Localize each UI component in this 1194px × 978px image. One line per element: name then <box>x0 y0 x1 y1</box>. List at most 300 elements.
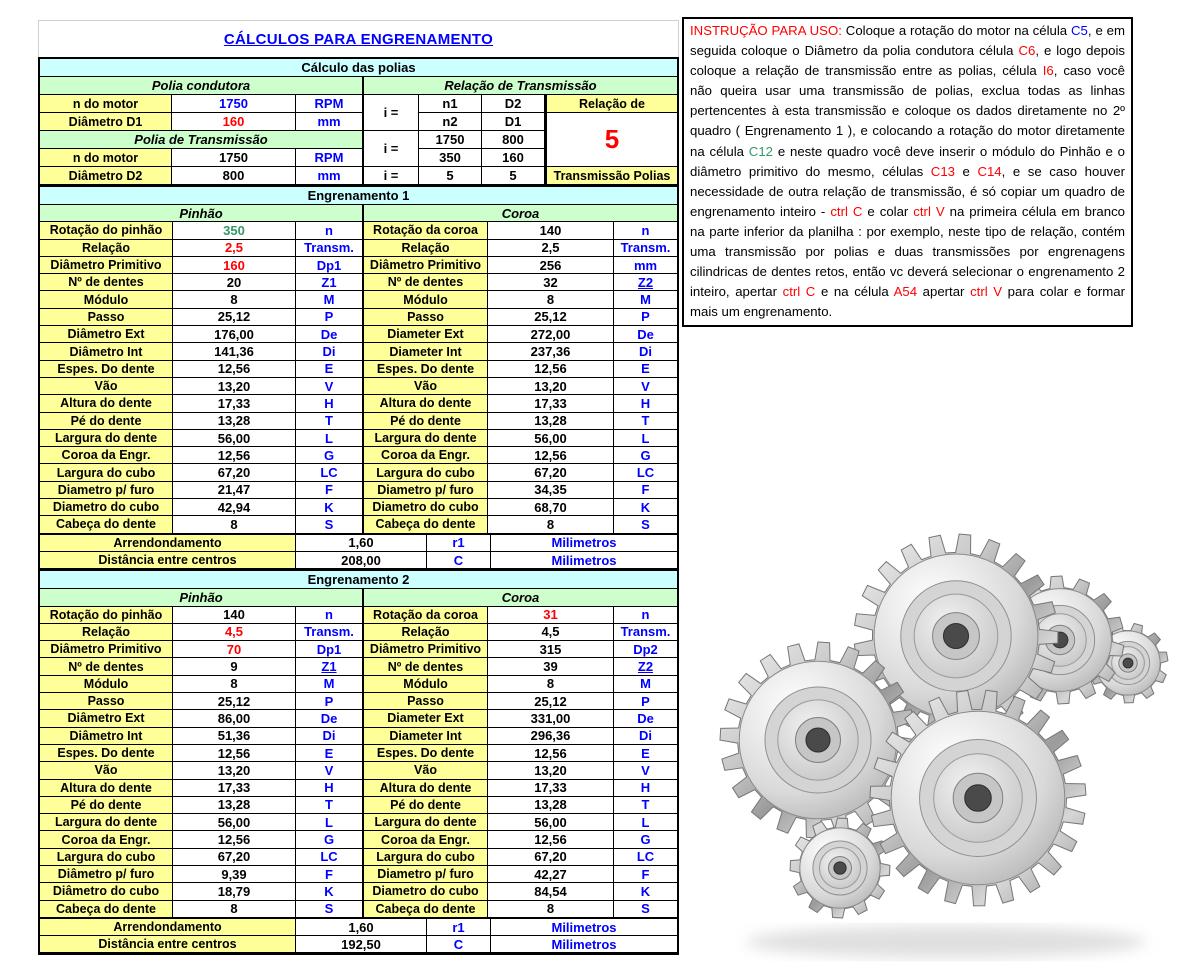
row-value-cell[interactable]: 21,47 <box>173 482 296 499</box>
row-label-cell[interactable]: Espes. Do dente <box>40 745 173 762</box>
instructions-box[interactable] <box>682 17 1133 327</box>
footer-label-cell[interactable]: Arrendondamento <box>40 535 296 552</box>
row-symbol-cell[interactable]: H <box>296 780 362 797</box>
row-label-cell[interactable]: Espes. Do dente <box>362 745 488 762</box>
eng2-subheaders <box>40 589 677 606</box>
row-value-cell[interactable]: 56,00 <box>173 814 296 831</box>
instruction-segment: e neste quadro você deve inserir o módulo do Pinhão e o diâmetro primitivo do mesmo, células <box>690 143 1126 179</box>
row-symbol-cell[interactable]: De <box>296 710 362 727</box>
row-value-cell[interactable]: 8 <box>488 516 614 533</box>
row-value-cell[interactable]: 17,33 <box>488 780 614 797</box>
section-header-polias[interactable]: Cálculo das polias <box>40 59 677 77</box>
row-label-cell[interactable]: Largura do dente <box>40 814 173 831</box>
ratio-value-cell[interactable]: 5 <box>419 167 482 185</box>
row-value-cell[interactable]: 12,56 <box>488 831 614 848</box>
row-label-cell[interactable]: Diâmetro do cubo <box>40 883 173 900</box>
footer-symbol-cell[interactable]: r1 <box>427 919 491 936</box>
row-value-cell[interactable]: 13,28 <box>488 797 614 814</box>
fraction-cell[interactable]: D1 <box>482 113 545 131</box>
row-symbol-cell[interactable]: L <box>296 814 362 831</box>
row-value-cell[interactable]: 34,35 <box>488 482 614 499</box>
row-symbol-cell[interactable]: M <box>614 676 677 693</box>
row-value-cell[interactable]: 140 <box>173 607 296 624</box>
eng1-footer <box>40 534 677 570</box>
row-symbol-cell[interactable]: E <box>614 745 677 762</box>
fraction-cell[interactable]: 350 <box>419 149 482 167</box>
polia-condutora-header[interactable]: Polia condutora <box>40 77 362 95</box>
row-label-cell[interactable]: Espes. Do dente <box>40 361 173 378</box>
footer-value-cell[interactable]: 192,50 <box>296 936 427 953</box>
row-symbol-cell[interactable]: LC <box>614 849 677 866</box>
row-symbol-cell[interactable]: LC <box>296 849 362 866</box>
row-label-cell[interactable]: Relação <box>40 240 173 257</box>
row-value-cell[interactable]: 237,36 <box>488 343 614 360</box>
eng1-section <box>40 185 677 569</box>
row-symbol-cell[interactable]: V <box>296 762 362 779</box>
fraction-cell[interactable]: n1 <box>419 95 482 113</box>
row-value-cell[interactable]: 42,27 <box>488 866 614 883</box>
fraction-cell[interactable]: D2 <box>482 95 545 113</box>
row-label-cell[interactable]: Pé do dente <box>40 413 173 430</box>
row-symbol-cell[interactable]: S <box>296 901 362 918</box>
transmissao-polias-label[interactable]: Transmissão Polias <box>545 167 677 185</box>
i-equals-cell[interactable]: i = <box>364 167 419 185</box>
row-label-cell[interactable]: Diametro do cubo <box>40 499 173 516</box>
row-label-cell[interactable]: Diametro p/ furo <box>362 482 488 499</box>
footer-label-cell[interactable]: Distância entre centros <box>40 936 296 953</box>
row-value-cell[interactable]: 12,56 <box>488 361 614 378</box>
row-value-cell[interactable]: 13,20 <box>173 378 296 395</box>
row-symbol-cell[interactable]: M <box>296 676 362 693</box>
row-value-cell[interactable]: 1750 <box>172 95 296 113</box>
row-label-cell[interactable]: Diâmetro Primitivo <box>362 257 488 274</box>
footer-symbol-cell[interactable]: C <box>427 936 491 953</box>
row-label-cell[interactable]: Espes. Do dente <box>362 361 488 378</box>
instruction-segment: C12 <box>748 143 773 159</box>
row-symbol-cell[interactable]: Dp1 <box>296 641 362 658</box>
instruction-segment: A54 <box>893 284 918 300</box>
row-value-cell[interactable]: 8 <box>488 901 614 918</box>
row-value-cell[interactable]: 8 <box>173 291 296 308</box>
row-value-cell[interactable]: 31 <box>488 607 614 624</box>
row-label-cell[interactable]: Diameter Ext <box>362 326 488 343</box>
footer-unit-cell[interactable]: Milimetros <box>491 552 677 569</box>
row-symbol-cell[interactable]: P <box>614 693 677 710</box>
row-value-cell[interactable]: 13,28 <box>488 413 614 430</box>
row-unit-cell[interactable]: mm <box>296 167 362 185</box>
row-label-cell[interactable]: Passo <box>40 309 173 326</box>
row-value-cell[interactable]: 140 <box>488 222 614 239</box>
row-label-cell[interactable]: Módulo <box>40 291 173 308</box>
instruction-segment: para colar e formar mais um engrenamento. <box>690 284 1125 320</box>
row-label-cell[interactable]: Diâmetro p/ furo <box>40 866 173 883</box>
ratio-value-cell[interactable]: 5 <box>482 167 545 185</box>
row-symbol-cell[interactable]: E <box>614 361 677 378</box>
row-symbol-cell[interactable]: De <box>296 326 362 343</box>
row-label-cell[interactable]: Diameter Ext <box>362 710 488 727</box>
row-value-cell[interactable]: 12,56 <box>173 831 296 848</box>
footer-unit-cell[interactable]: Milimetros <box>491 919 677 936</box>
row-symbol-cell[interactable]: L <box>296 430 362 447</box>
row-label-cell[interactable]: Diametro do cubo <box>362 883 488 900</box>
footer-label-cell[interactable]: Arrendondamento <box>40 919 296 936</box>
row-label-cell[interactable]: Coroa da Engr. <box>40 831 173 848</box>
footer-label-cell[interactable]: Distância entre centros <box>40 552 296 569</box>
row-value-cell[interactable]: 8 <box>173 676 296 693</box>
row-value-cell[interactable]: 67,20 <box>173 849 296 866</box>
row-label-cell[interactable]: Rotação da coroa <box>362 222 488 239</box>
row-value-cell[interactable]: 42,94 <box>173 499 296 516</box>
instruction-segment: ctrl C <box>830 203 863 219</box>
row-value-cell[interactable]: 86,00 <box>173 710 296 727</box>
instruction-segment: Coloque a rotação do motor na célula <box>841 23 1072 38</box>
row-symbol-cell[interactable]: n <box>614 222 677 239</box>
row-symbol-cell[interactable]: M <box>614 291 677 308</box>
row-value-cell[interactable]: 160 <box>173 257 296 274</box>
row-symbol-cell[interactable]: V <box>614 378 677 395</box>
row-label-cell[interactable]: Passo <box>40 693 173 710</box>
row-value-cell[interactable]: 17,33 <box>488 395 614 412</box>
relacao-transmissao-header[interactable]: Relação de Transmissão <box>364 77 677 95</box>
row-value-cell[interactable]: 315 <box>488 641 614 658</box>
row-value-cell[interactable]: 13,28 <box>173 797 296 814</box>
row-label-cell[interactable]: Diâmetro Primitivo <box>362 641 488 658</box>
row-value-cell[interactable]: 8 <box>173 901 296 918</box>
row-label-cell[interactable]: Vão <box>40 762 173 779</box>
row-symbol-cell[interactable]: F <box>614 866 677 883</box>
fraction-cell[interactable]: 160 <box>482 149 545 167</box>
row-label-cell[interactable]: Diameter Int <box>362 728 488 745</box>
row-label-cell[interactable]: Rotação do pinhão <box>40 607 173 624</box>
row-value-cell[interactable]: 68,70 <box>488 499 614 516</box>
row-symbol-cell[interactable]: S <box>614 516 677 533</box>
instruction-segment: , e logo depois coloque a relação de transmissão entre as polias, célula <box>690 43 1125 79</box>
row-symbol-cell[interactable]: Z1 <box>296 658 362 675</box>
row-value-cell[interactable]: 56,00 <box>488 814 614 831</box>
row-label-cell[interactable]: Diâmetro Int <box>40 728 173 745</box>
row-label-cell[interactable]: Passo <box>362 309 488 326</box>
row-value-cell[interactable]: 67,20 <box>173 464 296 481</box>
row-symbol-cell[interactable]: G <box>614 447 677 464</box>
row-symbol-cell[interactable]: T <box>296 413 362 430</box>
instruction-segment: I6 <box>1042 63 1054 79</box>
pinhao-header[interactable]: Pinhão <box>40 205 362 222</box>
row-symbol-cell[interactable]: G <box>614 831 677 848</box>
row-label-cell[interactable]: Vão <box>362 378 488 395</box>
row-symbol-cell[interactable]: S <box>296 516 362 533</box>
row-label-cell[interactable]: Diâmetro Ext <box>40 710 173 727</box>
row-symbol-cell[interactable]: L <box>614 430 677 447</box>
eng2-section <box>40 569 677 953</box>
row-label-cell[interactable]: Cabeça do dente <box>362 516 488 533</box>
gears-image[interactable] <box>688 468 1194 978</box>
row-symbol-cell[interactable]: G <box>296 831 362 848</box>
row-label-cell[interactable]: Largura do dente <box>362 430 488 447</box>
row-symbol-cell[interactable]: F <box>296 482 362 499</box>
row-symbol-cell[interactable]: T <box>614 797 677 814</box>
instruction-segment: ctrl V <box>970 284 1003 300</box>
eng2-footer <box>40 918 677 954</box>
row-label-cell[interactable]: Nº de dentes <box>40 274 173 291</box>
row-value-cell[interactable]: 51,36 <box>173 728 296 745</box>
row-label-cell[interactable]: Nº de dentes <box>40 658 173 675</box>
row-label-cell[interactable]: Módulo <box>40 676 173 693</box>
eng1-header[interactable]: Engrenamento 1 <box>40 187 677 205</box>
row-value-cell[interactable]: 1750 <box>172 149 296 167</box>
row-label-cell[interactable]: Módulo <box>362 676 488 693</box>
row-symbol-cell[interactable]: Dp2 <box>614 641 677 658</box>
instruction-segment: e colar <box>862 203 914 219</box>
row-symbol-cell[interactable]: T <box>614 413 677 430</box>
row-symbol-cell[interactable]: Z1 <box>296 274 362 291</box>
row-value-cell[interactable]: 17,33 <box>173 395 296 412</box>
row-symbol-cell[interactable]: K <box>296 883 362 900</box>
row-symbol-cell[interactable]: Transm. <box>614 240 677 257</box>
i-equals-cell[interactable]: i = <box>364 131 419 167</box>
row-symbol-cell[interactable]: n <box>296 222 362 239</box>
row-value-cell[interactable]: 67,20 <box>488 849 614 866</box>
row-label-cell[interactable]: Pé do dente <box>362 413 488 430</box>
row-label-cell[interactable]: Largura do dente <box>362 814 488 831</box>
row-value-cell[interactable]: 4,5 <box>488 624 614 641</box>
row-label-cell[interactable]: Altura do dente <box>40 395 173 412</box>
row-value-cell[interactable]: 331,00 <box>488 710 614 727</box>
row-symbol-cell[interactable]: L <box>614 814 677 831</box>
row-label-cell[interactable]: Relação <box>40 624 173 641</box>
row-label-cell[interactable]: Cabeça do dente <box>40 901 173 918</box>
fraction-cell[interactable]: n2 <box>419 113 482 131</box>
row-label-cell[interactable]: Altura do dente <box>362 395 488 412</box>
row-value-cell[interactable]: 256 <box>488 257 614 274</box>
pinhao-header[interactable]: Pinhão <box>40 589 362 606</box>
row-value-cell[interactable]: 12,56 <box>488 447 614 464</box>
row-value-cell[interactable]: 12,56 <box>173 745 296 762</box>
row-label-cell[interactable]: Coroa da Engr. <box>362 831 488 848</box>
instruction-segment: apertar <box>917 284 971 300</box>
row-value-cell[interactable]: 9 <box>173 658 296 675</box>
row-unit-cell[interactable]: mm <box>296 113 362 131</box>
row-label-cell[interactable]: Largura do cubo <box>362 464 488 481</box>
row-label-cell[interactable]: Altura do dente <box>40 780 173 797</box>
row-value-cell[interactable]: 296,36 <box>488 728 614 745</box>
row-label-cell[interactable]: n do motor <box>40 95 172 113</box>
row-label-cell[interactable]: Pé do dente <box>362 797 488 814</box>
row-value-cell[interactable]: 56,00 <box>488 430 614 447</box>
row-label-cell[interactable]: Largura do dente <box>40 430 173 447</box>
row-symbol-cell[interactable]: P <box>296 693 362 710</box>
row-label-cell[interactable]: Passo <box>362 693 488 710</box>
row-value-cell[interactable]: 272,00 <box>488 326 614 343</box>
row-symbol-cell[interactable]: Z2 <box>614 274 677 291</box>
row-value-cell[interactable]: 20 <box>173 274 296 291</box>
row-symbol-cell[interactable]: M <box>296 291 362 308</box>
row-symbol-cell[interactable]: H <box>614 395 677 412</box>
row-label-cell[interactable]: Módulo <box>362 291 488 308</box>
row-symbol-cell[interactable]: V <box>614 762 677 779</box>
row-label-cell[interactable]: Rotação do pinhão <box>40 222 173 239</box>
row-label-cell[interactable]: Diâmetro D1 <box>40 113 172 131</box>
row-symbol-cell[interactable]: De <box>614 710 677 727</box>
row-value-cell[interactable]: 12,56 <box>173 447 296 464</box>
row-label-cell[interactable]: Vão <box>40 378 173 395</box>
gears-group <box>720 534 1168 918</box>
row-label-cell[interactable]: Cabeça do dente <box>362 901 488 918</box>
row-value-cell[interactable]: 84,54 <box>488 883 614 900</box>
row-symbol-cell[interactable]: E <box>296 745 362 762</box>
row-value-cell[interactable]: 8 <box>488 676 614 693</box>
eng2-rows <box>40 607 677 918</box>
footer-symbol-cell[interactable]: r1 <box>427 535 491 552</box>
row-symbol-cell[interactable]: Di <box>614 728 677 745</box>
gears-shadow <box>746 926 1146 958</box>
row-value-cell[interactable]: 67,20 <box>488 464 614 481</box>
row-symbol-cell[interactable]: De <box>614 326 677 343</box>
row-value-cell[interactable]: 8 <box>173 516 296 533</box>
footer-value-cell[interactable]: 208,00 <box>296 552 427 569</box>
row-symbol-cell[interactable]: V <box>296 378 362 395</box>
row-label-cell[interactable]: Largura do cubo <box>40 464 173 481</box>
row-value-cell[interactable]: 13,20 <box>488 378 614 395</box>
row-symbol-cell[interactable]: Transm. <box>296 240 362 257</box>
row-value-cell[interactable]: 350 <box>173 222 296 239</box>
row-symbol-cell[interactable]: P <box>614 309 677 326</box>
row-symbol-cell[interactable]: Transm. <box>614 624 677 641</box>
row-label-cell[interactable]: Cabeça do dente <box>40 516 173 533</box>
calc-sheet <box>38 20 679 955</box>
footer-value-cell[interactable]: 1,60 <box>296 535 427 552</box>
row-value-cell[interactable]: 25,12 <box>173 693 296 710</box>
row-symbol-cell[interactable]: T <box>296 797 362 814</box>
coroa-header[interactable]: Coroa <box>362 589 677 606</box>
row-symbol-cell[interactable]: F <box>296 866 362 883</box>
eng2-header[interactable]: Engrenamento 2 <box>40 571 677 589</box>
row-symbol-cell[interactable]: Di <box>614 343 677 360</box>
polia-transmissao-header[interactable]: Polia de Transmissão <box>40 131 362 149</box>
row-label-cell[interactable]: Diâmetro Primitivo <box>40 257 173 274</box>
row-label-cell[interactable]: Nº de dentes <box>362 658 488 675</box>
row-label-cell[interactable]: Largura do cubo <box>40 849 173 866</box>
row-symbol-cell[interactable]: G <box>296 447 362 464</box>
instruction-segment: e <box>955 163 978 179</box>
row-label-cell[interactable]: Relação <box>362 240 488 257</box>
row-unit-cell[interactable]: RPM <box>296 95 362 113</box>
row-symbol-cell[interactable]: Di <box>296 728 362 745</box>
row-label-cell[interactable]: Diâmetro Int <box>40 343 173 360</box>
row-symbol-cell[interactable]: Z2 <box>614 658 677 675</box>
row-value-cell[interactable]: 9,39 <box>173 866 296 883</box>
row-value-cell[interactable]: 70 <box>173 641 296 658</box>
row-symbol-cell[interactable]: LC <box>614 464 677 481</box>
row-value-cell[interactable]: 800 <box>172 167 296 185</box>
row-value-cell[interactable]: 2,5 <box>488 240 614 257</box>
row-symbol-cell[interactable]: K <box>296 499 362 516</box>
coroa-header[interactable]: Coroa <box>362 205 677 222</box>
row-label-cell[interactable]: Diâmetro Ext <box>40 326 173 343</box>
row-value-cell[interactable]: 13,28 <box>173 413 296 430</box>
row-value-cell[interactable]: 25,12 <box>488 309 614 326</box>
row-value-cell[interactable]: 17,33 <box>173 780 296 797</box>
row-value-cell[interactable]: 56,00 <box>173 430 296 447</box>
row-label-cell[interactable]: n do motor <box>40 149 172 167</box>
row-label-cell[interactable]: Diametro p/ furo <box>40 482 173 499</box>
row-value-cell[interactable]: 13,20 <box>173 762 296 779</box>
footer-symbol-cell[interactable]: C <box>427 552 491 569</box>
row-symbol-cell[interactable]: Transm. <box>296 624 362 641</box>
row-value-cell[interactable]: 141,36 <box>173 343 296 360</box>
row-value-cell[interactable]: 39 <box>488 658 614 675</box>
row-symbol-cell[interactable]: K <box>614 499 677 516</box>
row-label-cell[interactable]: Diametro p/ furo <box>362 866 488 883</box>
i-equals-cell[interactable]: i = <box>364 95 419 131</box>
row-value-cell[interactable]: 160 <box>172 113 296 131</box>
row-label-cell[interactable]: Diametro do cubo <box>362 499 488 516</box>
row-label-cell[interactable]: Nº de dentes <box>362 274 488 291</box>
row-label-cell[interactable]: Coroa da Engr. <box>40 447 173 464</box>
instruction-segment: C14 <box>977 163 1002 179</box>
fraction-cell[interactable]: 800 <box>482 131 545 149</box>
row-value-cell[interactable]: 4,5 <box>173 624 296 641</box>
row-value-cell[interactable]: 25,12 <box>488 693 614 710</box>
footer-value-cell[interactable]: 1,60 <box>296 919 427 936</box>
relacao-de-label[interactable]: Relação de <box>545 95 677 113</box>
polias-body <box>40 77 677 185</box>
fraction-cell[interactable]: 1750 <box>419 131 482 149</box>
row-symbol-cell[interactable]: n <box>614 607 677 624</box>
row-label-cell[interactable]: Largura do cubo <box>362 849 488 866</box>
row-symbol-cell[interactable]: H <box>614 780 677 797</box>
page-title[interactable]: CÁLCULOS PARA ENGRENAMENTO <box>38 20 679 57</box>
row-value-cell[interactable]: 12,56 <box>488 745 614 762</box>
row-symbol-cell[interactable]: H <box>296 395 362 412</box>
row-unit-cell[interactable]: RPM <box>296 149 362 167</box>
row-value-cell[interactable]: 8 <box>488 291 614 308</box>
row-value-cell[interactable]: 25,12 <box>173 309 296 326</box>
row-symbol-cell[interactable]: E <box>296 361 362 378</box>
row-symbol-cell[interactable]: K <box>614 883 677 900</box>
row-value-cell[interactable]: 32 <box>488 274 614 291</box>
row-label-cell[interactable]: Vão <box>362 762 488 779</box>
row-value-cell[interactable]: 2,5 <box>173 240 296 257</box>
row-symbol-cell[interactable]: Dp1 <box>296 257 362 274</box>
row-label-cell[interactable]: Rotação da coroa <box>362 607 488 624</box>
row-label-cell[interactable]: Diâmetro Primitivo <box>40 641 173 658</box>
instruction-segment: C5 <box>1071 23 1088 38</box>
row-symbol-cell[interactable]: Di <box>296 343 362 360</box>
row-value-cell[interactable]: 13,20 <box>488 762 614 779</box>
row-label-cell[interactable]: Coroa da Engr. <box>362 447 488 464</box>
footer-unit-cell[interactable]: Milimetros <box>491 535 677 552</box>
row-value-cell[interactable]: 18,79 <box>173 883 296 900</box>
row-label-cell[interactable]: Pé do dente <box>40 797 173 814</box>
relacao-result-value[interactable]: 5 <box>545 113 677 167</box>
row-symbol-cell[interactable]: mm <box>614 257 677 274</box>
instruction-segment: C6 <box>1018 43 1036 59</box>
instruction-segment: e na célula <box>815 284 894 300</box>
row-symbol-cell[interactable]: F <box>614 482 677 499</box>
row-symbol-cell[interactable]: LC <box>296 464 362 481</box>
row-label-cell[interactable]: Relação <box>362 624 488 641</box>
instruction-segment: INSTRUÇÃO PARA USO: <box>690 23 842 38</box>
row-label-cell[interactable]: Diameter Int <box>362 343 488 360</box>
row-value-cell[interactable]: 176,00 <box>173 326 296 343</box>
row-label-cell[interactable]: Altura do dente <box>362 780 488 797</box>
row-label-cell[interactable]: Diâmetro D2 <box>40 167 172 185</box>
row-symbol-cell[interactable]: n <box>296 607 362 624</box>
footer-unit-cell[interactable]: Milimetros <box>491 936 677 953</box>
row-symbol-cell[interactable]: S <box>614 901 677 918</box>
row-value-cell[interactable]: 12,56 <box>173 361 296 378</box>
row-symbol-cell[interactable]: P <box>296 309 362 326</box>
